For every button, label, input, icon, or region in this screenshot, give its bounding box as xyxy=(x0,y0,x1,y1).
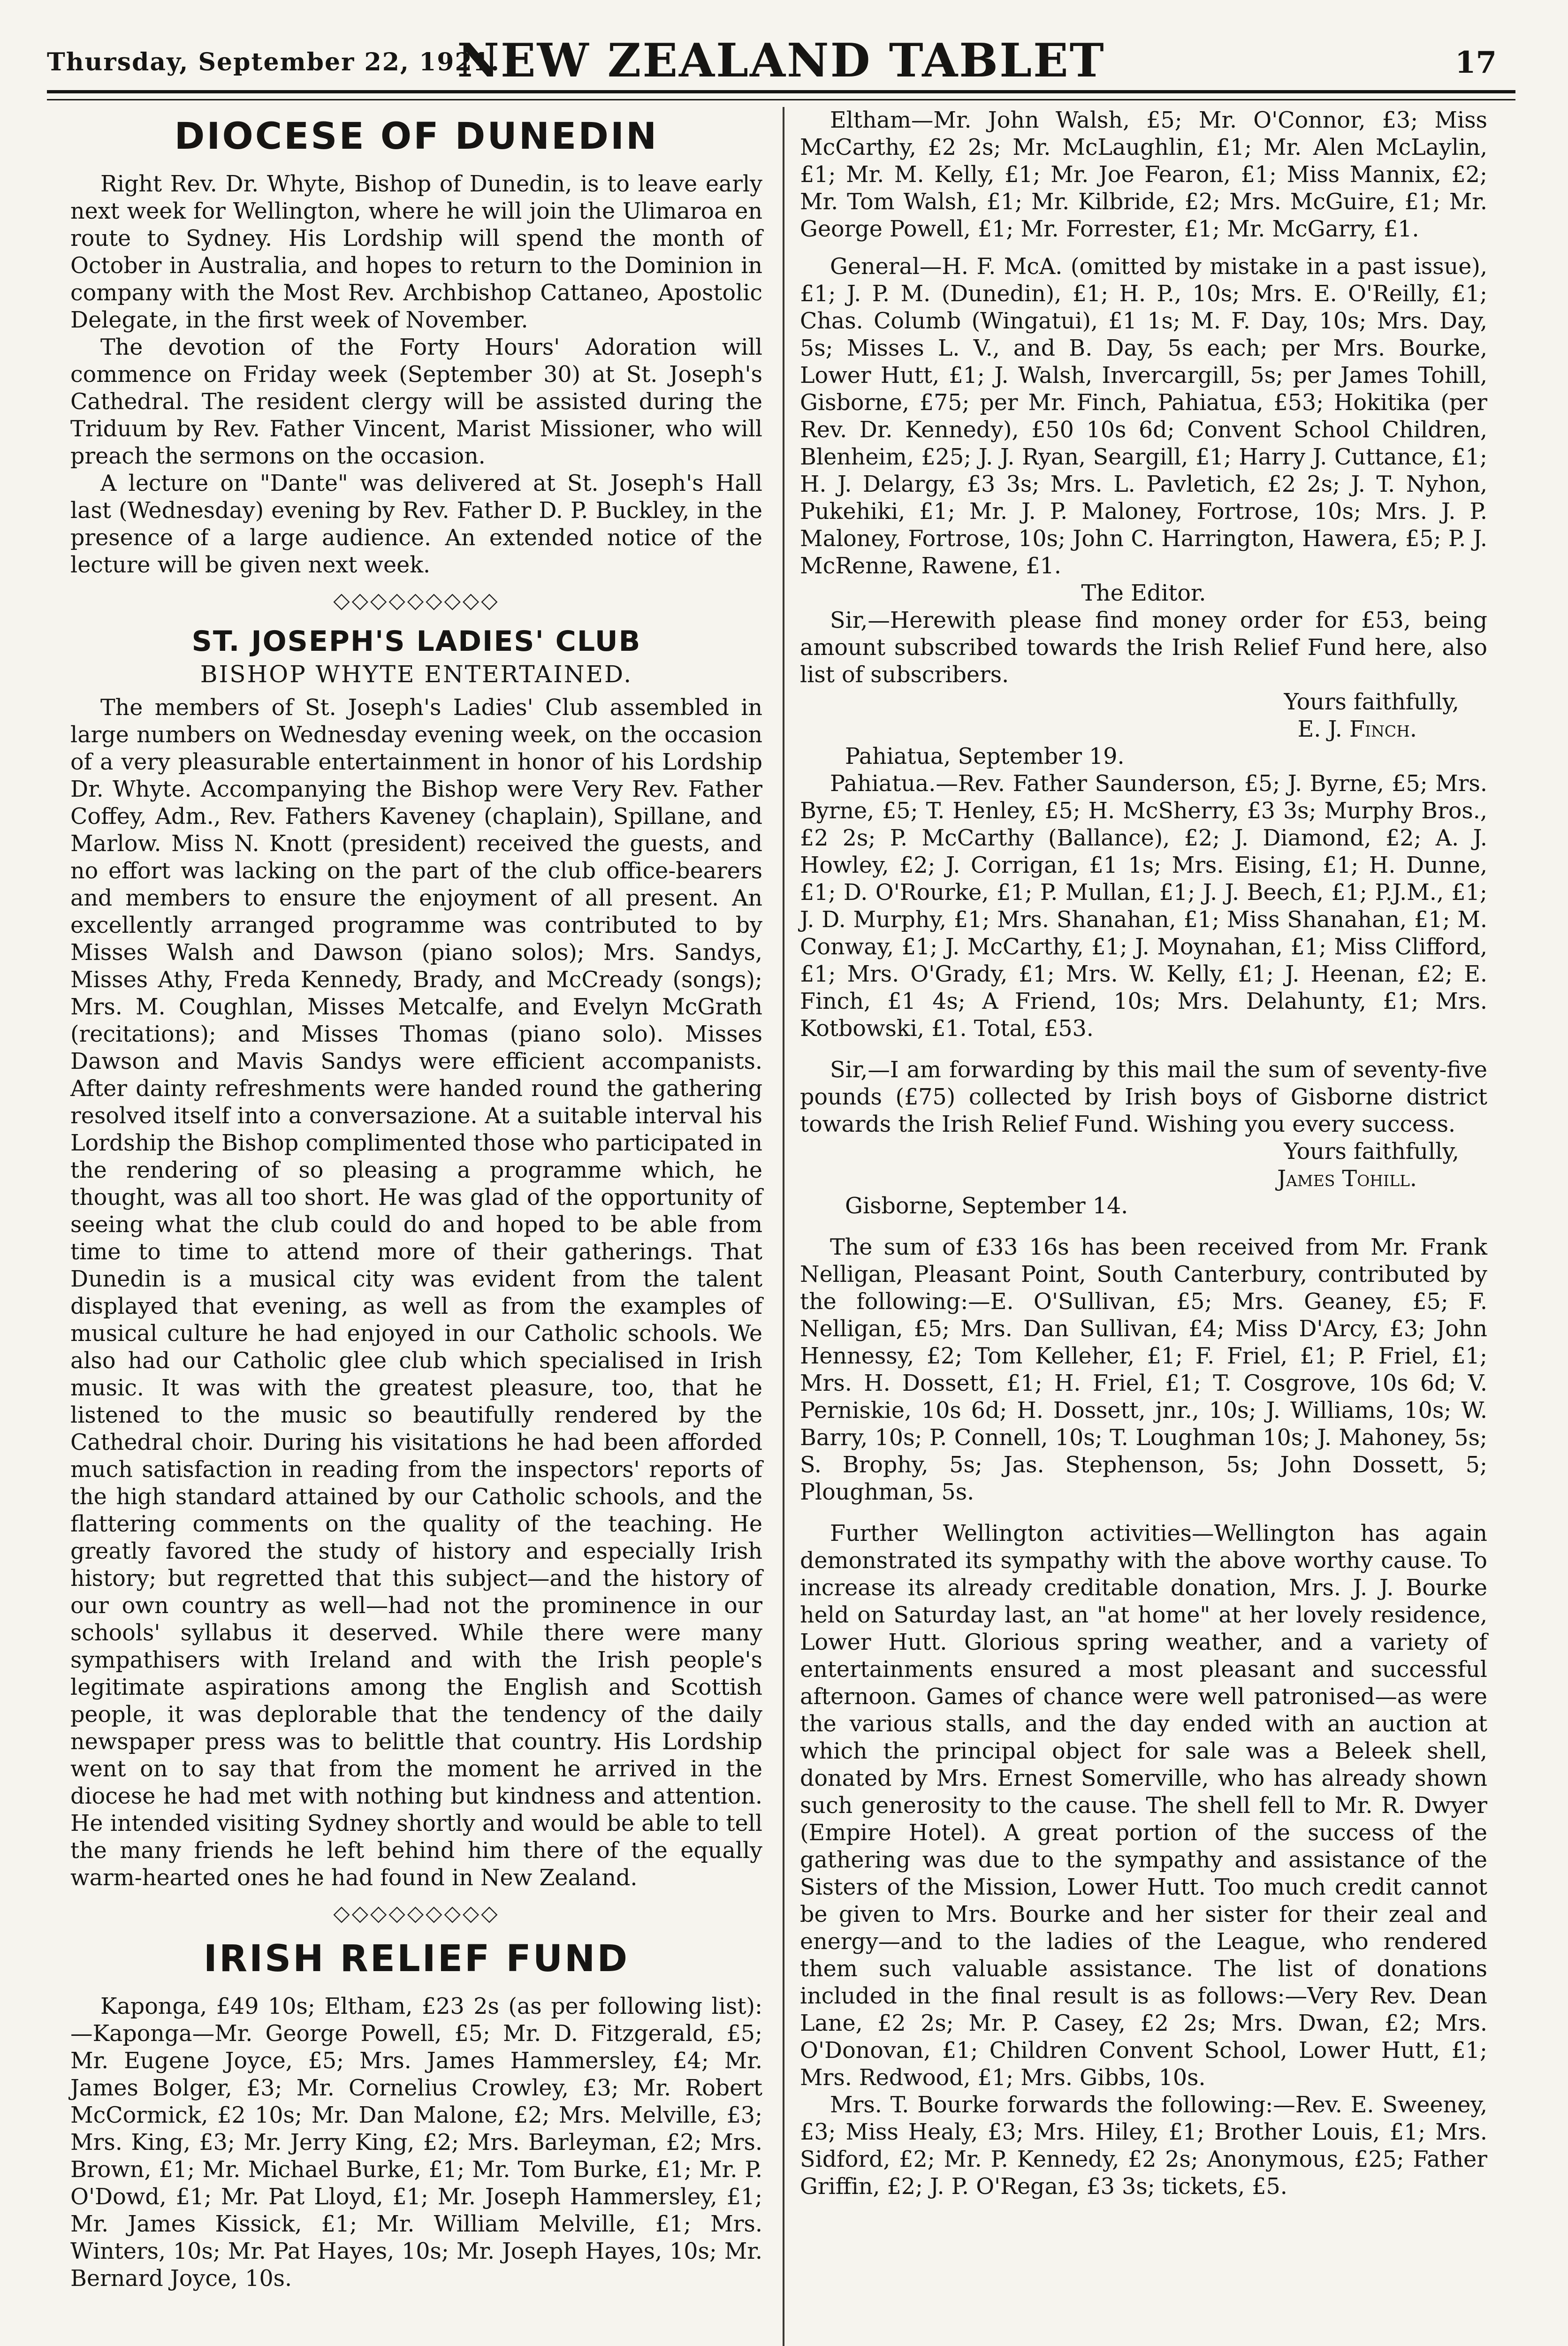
bourke-list: Mrs. T. Bourke forwards the following:—Rev. E. Sweeney, £3; Miss Healy, £3; Mrs. Hiley, £1; Brother Louis, £1; Mrs. Sidford, £2; Mr. P. Kennedy, £2 2s; Anonymous, £25; Father Griffin, £2; J. P. O'Regan, £3 3s; tickets, £5. xyxy=(800,2092,1487,2200)
issue-date: Thursday, September 22, 1921. xyxy=(47,48,500,76)
eltham-list: Eltham—Mr. John Walsh, £5; Mr. O'Connor, £3; Miss McCarthy, £2 2s; Mr. McLaughlin, £1; Mr. Alen McLaylin, £1; Mr. M. Kelly, £1; Mr. Joe Fearon, £1; Miss Mannix, £2; Mr. Tom Walsh, £1; Mr. Kilbride, £2; Mrs. McGuire, £1; Mr. George Powell, £1; Mr. Forrester, £1; Mr. McGarry, £1. xyxy=(800,107,1487,242)
masthead-rule xyxy=(47,90,1515,100)
club-paragraph: The members of St. Joseph's Ladies' Club assembled in large numbers on Wednesday evening week, on the occasion of a very pleasurable entertainment in honor of his Lordship Dr. Whyte. Accompanying the Bishop were Very Rev. Father Coffey, Adm., Rev. Fathers Kaveney (chaplain), Spillane, and Marlow. Miss N. Knott (president) received the guests, and no effort was lacking on the part of the club office-bearers and members to ensure the enjoyment of all present. An excellently arranged programme was contributed to by Misses Walsh and Dawson (piano solos); Mrs. Sandys, Misses Athy, Freda Kennedy, Brady, and McCready (songs); Mrs. M. Coughlan, Misses Metcalfe, and Evelyn McGrath (recitations); and Misses Thomas (piano solo). Misses Dawson and Mavis Sandys were efficient accompanists. After dainty refreshments were handed round the gathering resolved itself into a conversazione. At a suitable interval his Lordship the Bishop complimented those who participated in the rendering of so pleasing a programme which, he thought, was all too short. He was glad of the opportunity of seeing what the club could do and hoped to be able from time to time to attend more of their gatherings. That Dunedin is a musical city was evident from the talent displayed that evening, as well as from the examples of musical culture he had enjoyed in our Catholic schools. We also had our Catholic glee club which specialised in Irish music. It was with the greatest pleasure, too, that he listened to the music so beautifully rendered by the Cathedral choir. During his visitations he had been afforded much satisfaction in reading from the inspectors' reports of the high standard attained by our Catholic schools, and the flattering comments on the quality of the teaching. He greatly favored the study of history and especially Irish history; but regretted that this subject—and the history of our own country as well—had not the prominence in our schools' syllabus it deserved. While there were many sympathisers with Ireland and with the Irish people's legitimate aspirations among the English and Scottish people, it was deplorable that the tendency of the daily newspaper press was to belittle that country. His Lordship went on to say that from the moment he arrived in the diocese he had met with nothing but kindness and attention. He intended visiting Sydney shortly and would be able to tell the many friends he left behind him there of the equally warm-hearted ones he had found in New Zealand. xyxy=(70,695,762,1891)
ornament-divider: ◇◇◇◇◇◇◇◇◇ xyxy=(333,587,500,613)
column-divider xyxy=(783,107,784,2346)
letter-signature: E. J. Finch. xyxy=(1297,716,1417,742)
diocese-paragraph: A lecture on "Dante" was delivered at St. Joseph's Hall last (Wednesday) evening by Rev. Father D. P. Buckley, in the presence of a large audience. An extended notice of the lecture will be given next week. xyxy=(70,471,762,578)
wellington-report: Further Wellington activities—Wellington has again demonstrated its sympathy with the above worthy cause. To increase its already creditable donation, Mrs. J. J. Bourke held on Saturday last, an "at home" at her lovely residence, Lower Hutt. Glorious spring weather, and a variety of entertainments ensured a most pleasant and successful afternoon. Games of chance were well patronised—as were the various stalls, and the day ended with an auction at which the principal object for sale was a Beleek shell, donated by Mrs. Ernest Somerville, who has already shown such generosity to the cause. The shell fell to Mr. R. Dwyer (Empire Hotel). A great portion of the success of the gathering was due to the sympathy and assistance of the Sisters of the Mission, Lower Hutt. Too much credit cannot be given to Mrs. Bourke and her sister for their zeal and energy—and to the ladies of the League, who rendered them such valuable assistance. The list of donations included in the final result is as follows:—Very Rev. Dean Lane, £2 2s; Mr. P. Casey, £2 2s; Mrs. Dwan, £2; Mrs. O'Donovan, £1; Children Convent School, Lower Hutt, £1; Mrs. Redwood, £1; Mrs. Gibbs, 10s. xyxy=(800,1521,1487,2091)
general-list: General—H. F. McA. (omitted by mistake in a past issue), £1; J. P. M. (Dunedin), £1; H. P., 10s; Mrs. E. O'Reilly, £1; Chas. Columb (Wingatui), £1 1s; M. F. Day, 10s; Mrs. Day, 5s; Misses L. V., and B. Day, 5s each; per Mrs. Bourke, Lower Hutt, £1; J. Walsh, Invercargill, 5s; per James Tohill, Gisborne, £75; per Mr. Finch, Pahiatua, £53; Hokitika (per Rev. Dr. Kennedy), £50 10s 6d; Convent School Children, Blenheim, £25; J. J. Ryan, Seargill, £1; Harry J. Cuttance, £1; H. J. Delargy, £3 3s; Mrs. L. Pavletich, £2 2s; J. T. Nyhon, Pukehiki, £1; Mr. J. P. Maloney, Fortrose, 10s; Mrs. J. P. Maloney, Fortrose, 10s; John C. Harrington, Hawera, £5; P. J. McRenne, Rawene, £1. xyxy=(800,254,1487,579)
right-column xyxy=(800,107,1487,2346)
tohill-letter: Sir,—I am forwarding by this mail the sum of seventy-five pounds (£75) collected by Irish boys of Gisborne district towards the Irish Relief Fund. Wishing you every success. xyxy=(800,1057,1487,1137)
letter-place-date: Gisborne, September 14. xyxy=(845,1193,1128,1219)
letter-closing: Yours faithfully, xyxy=(1284,1139,1459,1165)
club-heading: ST. JOSEPH'S LADIES' CLUB xyxy=(191,625,641,658)
fund-paragraph: Kaponga, £49 10s; Eltham, £23 2s (as per following list):—Kaponga—Mr. George Powell, £5; Mr. D. Fitzgerald, £5; Mr. Eugene Joyce, £5; Mrs. James Hammersley, £4; Mr. James Bolger, £3; Mr. Cornelius Crowley, £3; Mr. Robert McCormick, £2 10s; Mr. Dan Malone, £2; Mrs. Melville, £3; Mrs. King, £3; Mr. Jerry King, £2; Mrs. Barleyman, £2; Mrs. Brown, £1; Mr. Michael Burke, £1; Mr. Tom Burke, £1; Mr. P. O'Dowd, £1; Mr. Pat Lloyd, £1; Mr. Joseph Hammersley, £1; Mr. James Kissick, £1; Mr. William Melville, £1; Mrs. Winters, 10s; Mr. Pat Hayes, 10s; Mr. Joseph Hayes, 10s; Mr. Bernard Joyce, 10s. xyxy=(70,1994,762,2292)
finch-letter: Sir,—Herewith please find money order for £53, being amount subscribed towards the Irish Relief Fund here, also list of subscribers. xyxy=(800,608,1487,688)
pahiatua-list: Pahiatua.—Rev. Father Saunderson, £5; J. Byrne, £5; Mrs. Byrne, £5; T. Henley, £5; H. McSherry, £3 3s; Murphy Bros., £2 2s; P. McCarthy (Ballance), £2; J. Diamond, £2; A. J. Howley, £2; J. Corrigan, £1 1s; Mrs. Eising, £1; H. Dunne, £1; D. O'Rourke, £1; P. Mullan, £1; J. J. Beech, £1; P.J.M., £1; J. D. Murphy, £1; Mrs. Shanahan, £1; Miss Shanahan, £1; M. Conway, £1; J. McCarthy, £1; J. Moynahan, £1; Miss Clifford, £1; Mrs. O'Grady, £1; Mrs. W. Kelly, £1; J. Heenan, £2; E. Finch, £1 4s; A Friend, 10s; Mrs. Delahunty, £1; Mrs. Kotbowski, £1. Total, £53. xyxy=(800,771,1487,1042)
diocese-paragraph: The devotion of the Forty Hours' Adoration will commence on Friday week (September 30) at St. Joseph's Cathedral. The resident clergy will be assisted during the Triduum by Rev. Father Vincent, Marist Missioner, who will preach the sermons on the occasion. xyxy=(70,335,762,469)
masthead xyxy=(47,34,1515,88)
fund-heading: IRISH RELIEF FUND xyxy=(203,1938,630,1980)
page-number: 17 xyxy=(1454,45,1497,80)
newspaper-title: NEW ZEALAND TABLET xyxy=(457,34,1105,88)
diocese-heading: DIOCESE OF DUNEDIN xyxy=(174,115,659,158)
club-subheading: BISHOP WHYTE ENTERTAINED. xyxy=(200,661,633,688)
nelligan-list: The sum of £33 16s has been received from Mr. Frank Nelligan, Pleasant Point, South Canterbury, contributed by the following:—E. O'Sullivan, £5; Mrs. Geaney, £5; F. Nelligan, £5; Mrs. Dan Sullivan, £4; Miss D'Arcy, £3; John Hennessy, £2; Tom Kelleher, £1; F. Friel, £1; P. Friel, £1; Mrs. H. Dossett, £1; H. Friel, £1; T. Cosgrove, 10s 6d; V. Perniskie, 10s 6d; H. Dossett, jnr., 10s; J. Williams, 10s; W. Barry, 10s; P. Connell, 10s; T. Loughman 10s; J. Mahoney, 5s; S. Brophy, 5s; Jas. Stephenson, 5s; John Dossett, 5; Ploughman, 5s. xyxy=(800,1234,1487,1505)
diocese-paragraph: Right Rev. Dr. Whyte, Bishop of Dunedin, is to leave early next week for Wellington, where he will join the Ulimaroa en route to Sydney. His Lordship will spend the month of October in Australia, and hopes to return to the Dominion in company with the Most Rev. Archbishop Cattaneo, Apostolic Delegate, in the first week of November. xyxy=(70,171,762,333)
letter-closing: Yours faithfully, xyxy=(1284,689,1459,715)
letter-signature: James Tohill. xyxy=(1277,1166,1417,1192)
letter-salutation-editor: The Editor. xyxy=(1081,580,1206,606)
ornament-divider: ◇◇◇◇◇◇◇◇◇ xyxy=(333,1900,500,1926)
left-column xyxy=(70,107,762,2346)
letter-place-date: Pahiatua, September 19. xyxy=(845,744,1125,769)
